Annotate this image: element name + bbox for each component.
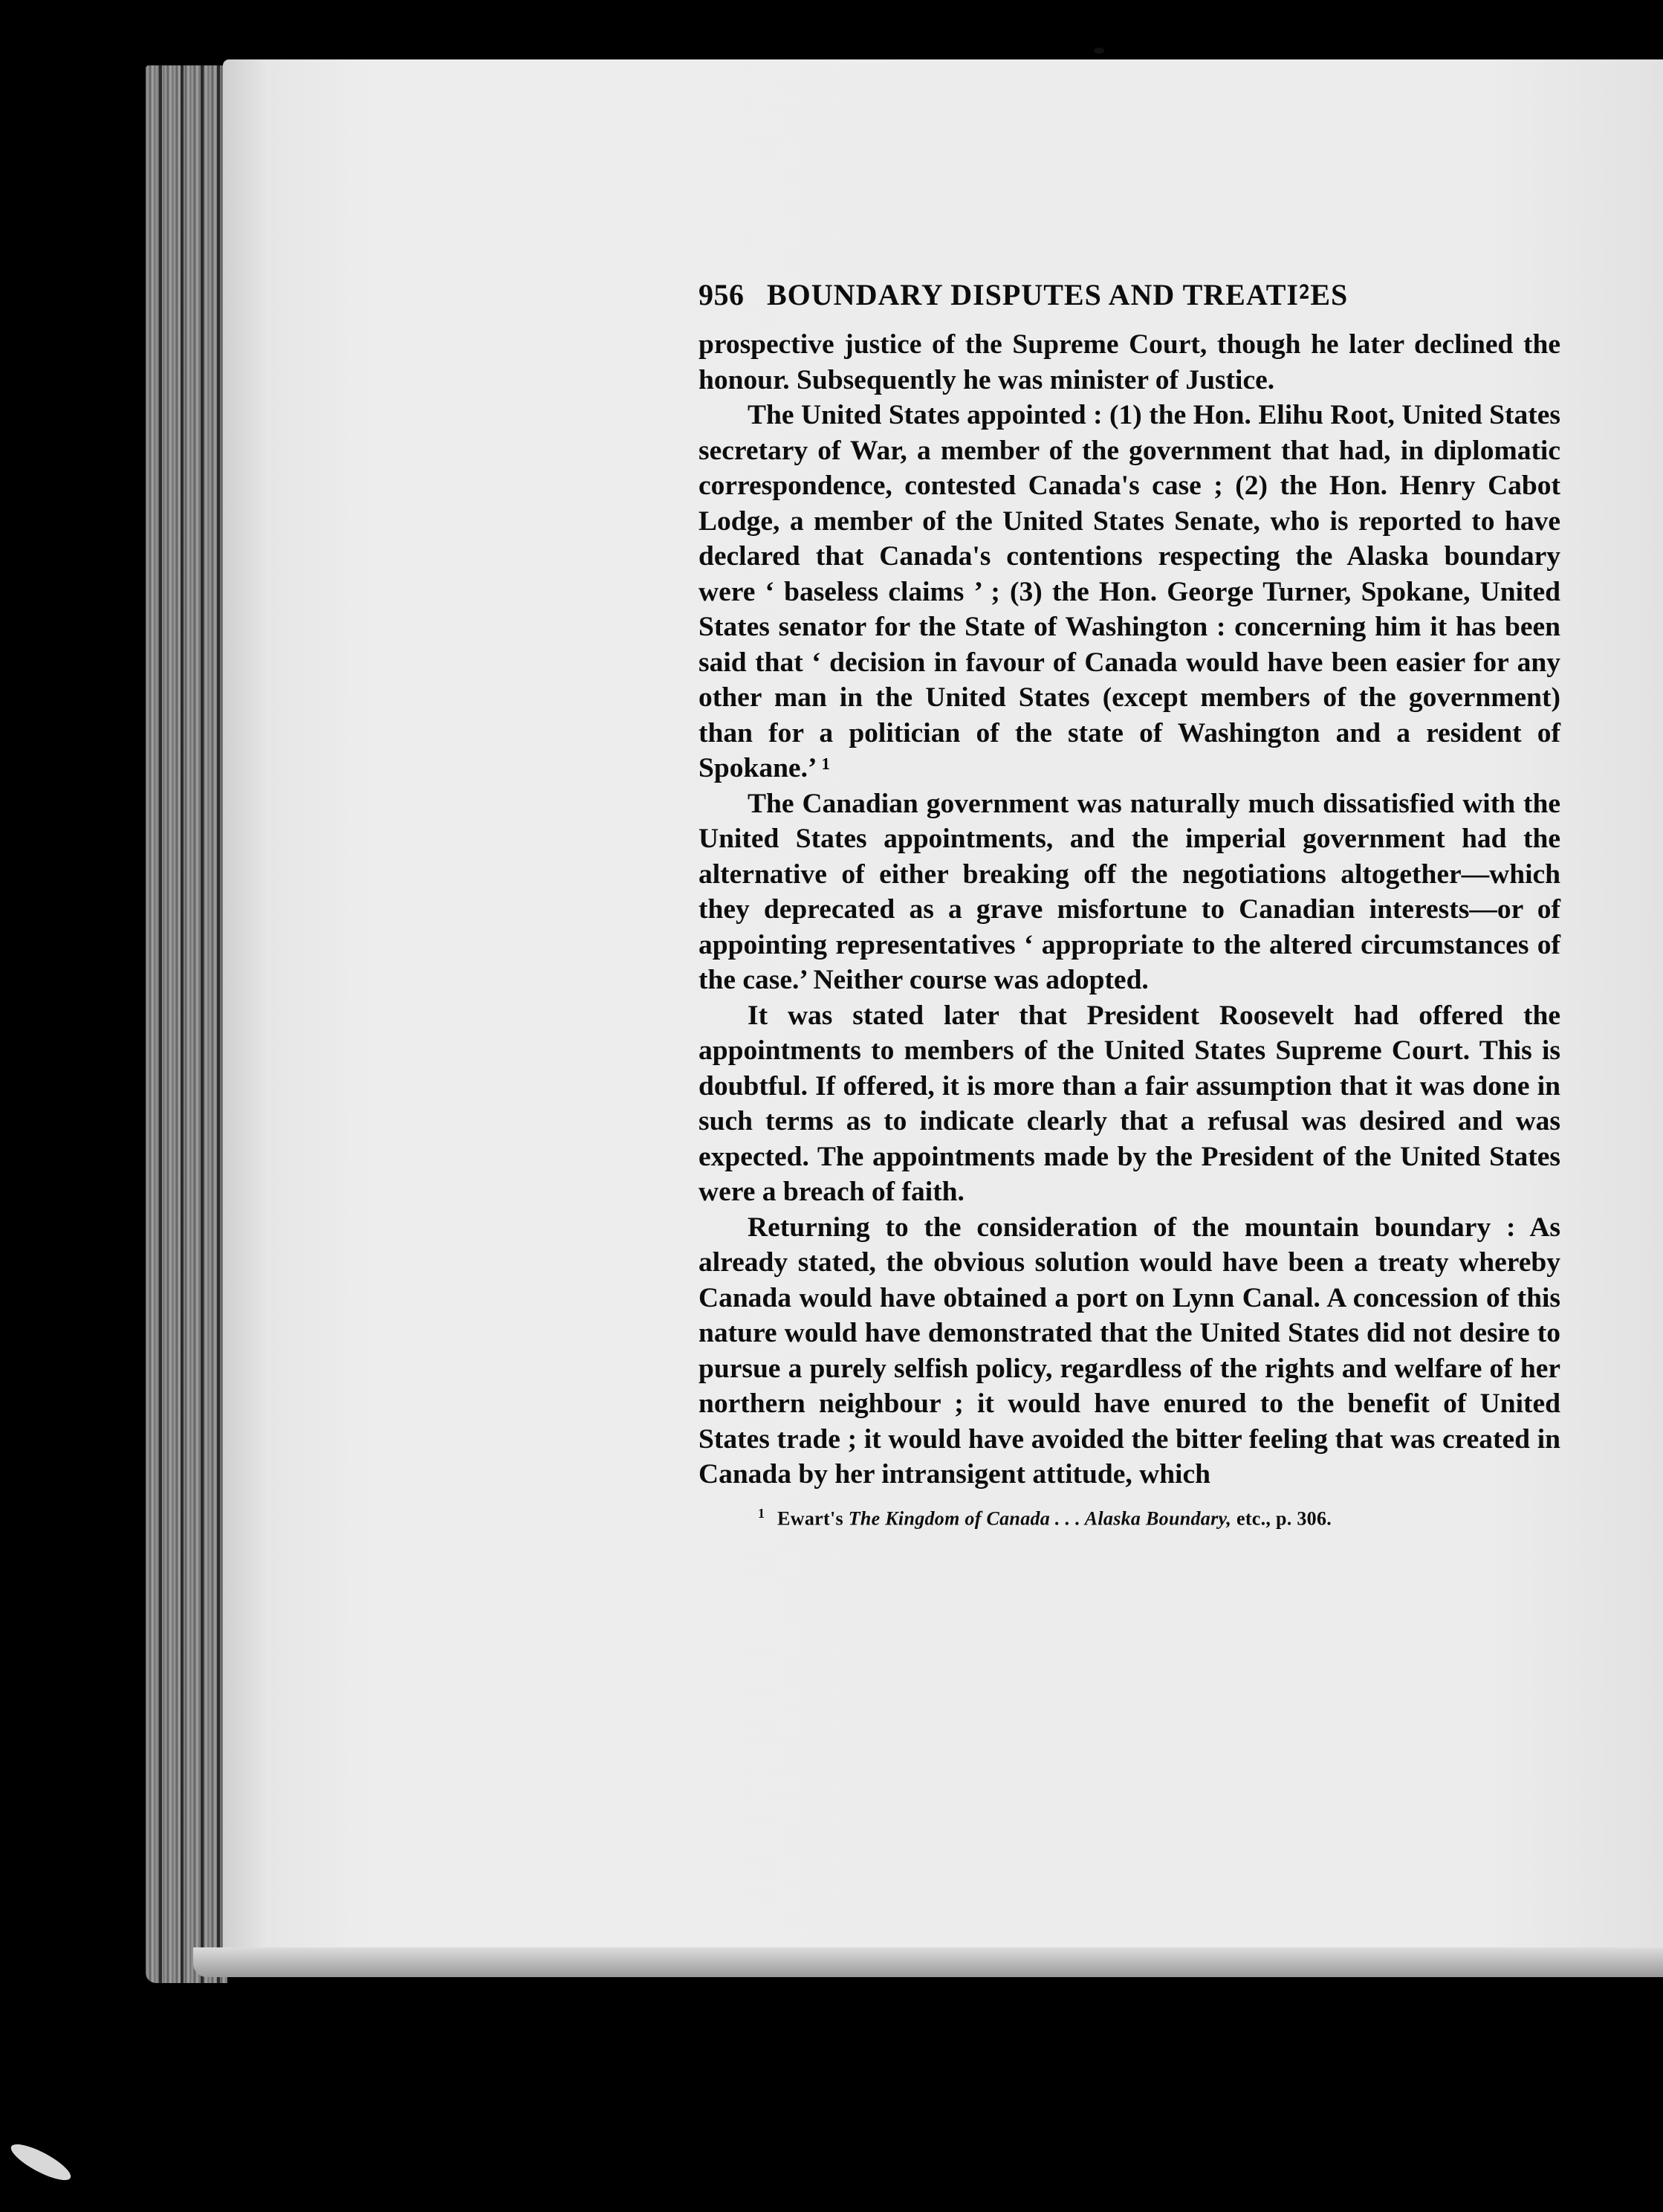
- page-block-edge: [146, 65, 227, 1983]
- footnote-author: Ewart's: [777, 1507, 843, 1530]
- paragraph: It was stated later that President Roosevelt had offered the appointments to members of the United States Supreme Court. This is doubtful. If offered, it is more than a fair assumption that it was done in such terms as to indicate clearly that a refusal was desired and was expected. The appointments made by the President of the United States were a breach of faith.: [698, 1000, 1560, 1207]
- footnote: [698, 1506, 1560, 1530]
- footnote-title: The Kingdom of Canada . . . Alaska Boundary,: [848, 1507, 1232, 1530]
- footnote-rest: etc., p. 306.: [1236, 1507, 1332, 1530]
- page-bottom-edge: [193, 1947, 1663, 1977]
- running-header: [698, 275, 1560, 327]
- paragraph: The United States appointed : (1) the Hon. Elihu Root, United States secretary of War, a member of the government that had, in diplomatic correspondence, contested Canada's case ; (2) the Hon. Henry Cabot Lodge, a member of the United States Senate, who is reported to have declared that Canada's contentions respecting the Alaska boundary were ‘ baseless claims ’ ; (3) the Hon. George Turner, Spokane, United States senator for the State of Washington : concerning him it has been said that ‘ decision in favour of Canada would have been easier for any other man in the United States (except members of the government) than for a politician of the state of Washington and a resident of Spokane.’ ¹: [698, 400, 1560, 783]
- page-number: 956: [698, 278, 745, 311]
- paragraph: prospective justice of the Supreme Court, though he later declined the honour. Subsequently he was minister of Justice.: [698, 329, 1560, 395]
- footnote-mark: 1: [758, 1505, 765, 1521]
- page-text: [698, 275, 1560, 1530]
- paragraph: Returning to the consideration of the mountain boundary : As already stated, the obvious solution would have been a treaty whereby Canada would have obtained a port on Lynn Canal. A concession of this nature would have demonstrated that the United States did not desire to pursue a purely selfish policy, regardless of the rights and welfare of her northern neighbour ; it would have enured to the benefit of United States trade ; it would have avoided the bitter feeling that was created in Canada by her intransigent attitude, which: [698, 1212, 1560, 1490]
- scan-speck: [1094, 48, 1104, 54]
- body-text: [698, 327, 1560, 1493]
- running-title: BOUNDARY DISPUTES AND TREATI⁲ES: [767, 278, 1349, 311]
- paragraph: The Canadian government was naturally much dissatisfied with the United States appointments, and the imperial government had the alternative of either breaking off the negotiations altogether—which they deprecated as a grave misfortune to Canadian interests—or of appointing representatives ‘ appropriate to the altered circumstances of the case.’ Neither course was adopted.: [698, 788, 1560, 995]
